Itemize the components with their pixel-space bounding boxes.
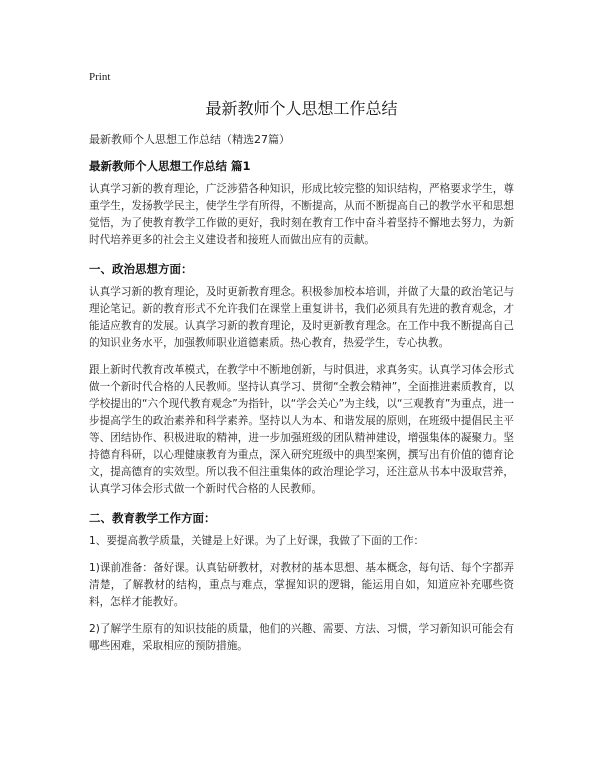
- teaching-paragraph-3: 2)了解学生原有的知识技能的质量，他们的兴趣、需要、方法、习惯，学习新知识可能会有哪些困难，采取相应的预防措施。: [89, 623, 514, 652]
- article-heading: 最新教师个人思想工作总结 篇1: [89, 159, 251, 173]
- print-label: Print: [89, 71, 111, 83]
- section-heading-political: 一、政治思想方面：: [89, 262, 193, 276]
- teaching-paragraph-2: 1)课前准备：备好课。认真钻研教材，对教材的基本思想、基本概念，每句话、每个字都弄清楚，了解教材的结构，重点与难点，掌握知识的逻辑，能运用自如，知道应补充哪些资料，怎样才能教好。: [89, 562, 514, 608]
- political-paragraph-2: 跟上新时代教育改革模式，在教学中不断地创新，与时俱进，求真务实。认真学习体会形式做一个新时代合格的人民教师。坚持认真学习、贯彻“全教会精神”，全面推进素质教育，以学校提出的“六个现代教育观念”为指针，以“学会关心”为主线，以“三观教育”为重点，进一步提高学生的政治素养和科学素养。坚持以人为本、和谐发展的原则，在班级中提倡民主平等、团结协作、积极进取的精神，进一步加强班级的团队精神建设，增强集体的凝聚力。坚持德育科研，以心理健康教育为重点，深入研究班级中的典型案例，撰写出有价值的德育论文，提高德育的实效型。所以我不但注重集体的政治理论学习，还注意从书本中汲取营养，认真学习体会形式做一个新时代合格的人民教师。: [89, 364, 514, 495]
- document-subtitle: 最新教师个人思想工作总结（精选27篇）: [89, 133, 290, 146]
- intro-paragraph: 认真学习新的教育理论，广泛涉猎各种知识，形成比较完整的知识结构，严格要求学生，尊重学生，发扬教学民主，使学生学有所得，不断提高，从而不断提高自己的教学水平和思想觉悟，为了使教育教学工作做的更好，我时刻在教育工作中奋斗着坚持不懈地去努力，为新时代培养更多的社会主义建设者和接班人而做出应有的贡献。: [89, 183, 514, 246]
- political-paragraph-1: 认真学习新的教育理论，及时更新教育理念。积极参加校本培训，并做了大量的政治笔记与理论笔记。新的教育形式不允许我们在课堂上重复讲书，我们必须具有先进的教育观念，才能适应教育的发展。认真学习新的教育理论，及时更新教育理念。在工作中我不断提高自己的知识业务水平，加强教师职业道德素质。热心教育，热爱学生，专心执教。: [89, 286, 514, 349]
- document-title: 最新教师个人思想工作总结: [205, 99, 398, 118]
- section-heading-teaching: 二、教育教学工作方面：: [89, 511, 216, 525]
- teaching-paragraph-1: 1、要提高教学质量，关键是上好课。为了上好课，我做了下面的工作：: [89, 535, 425, 547]
